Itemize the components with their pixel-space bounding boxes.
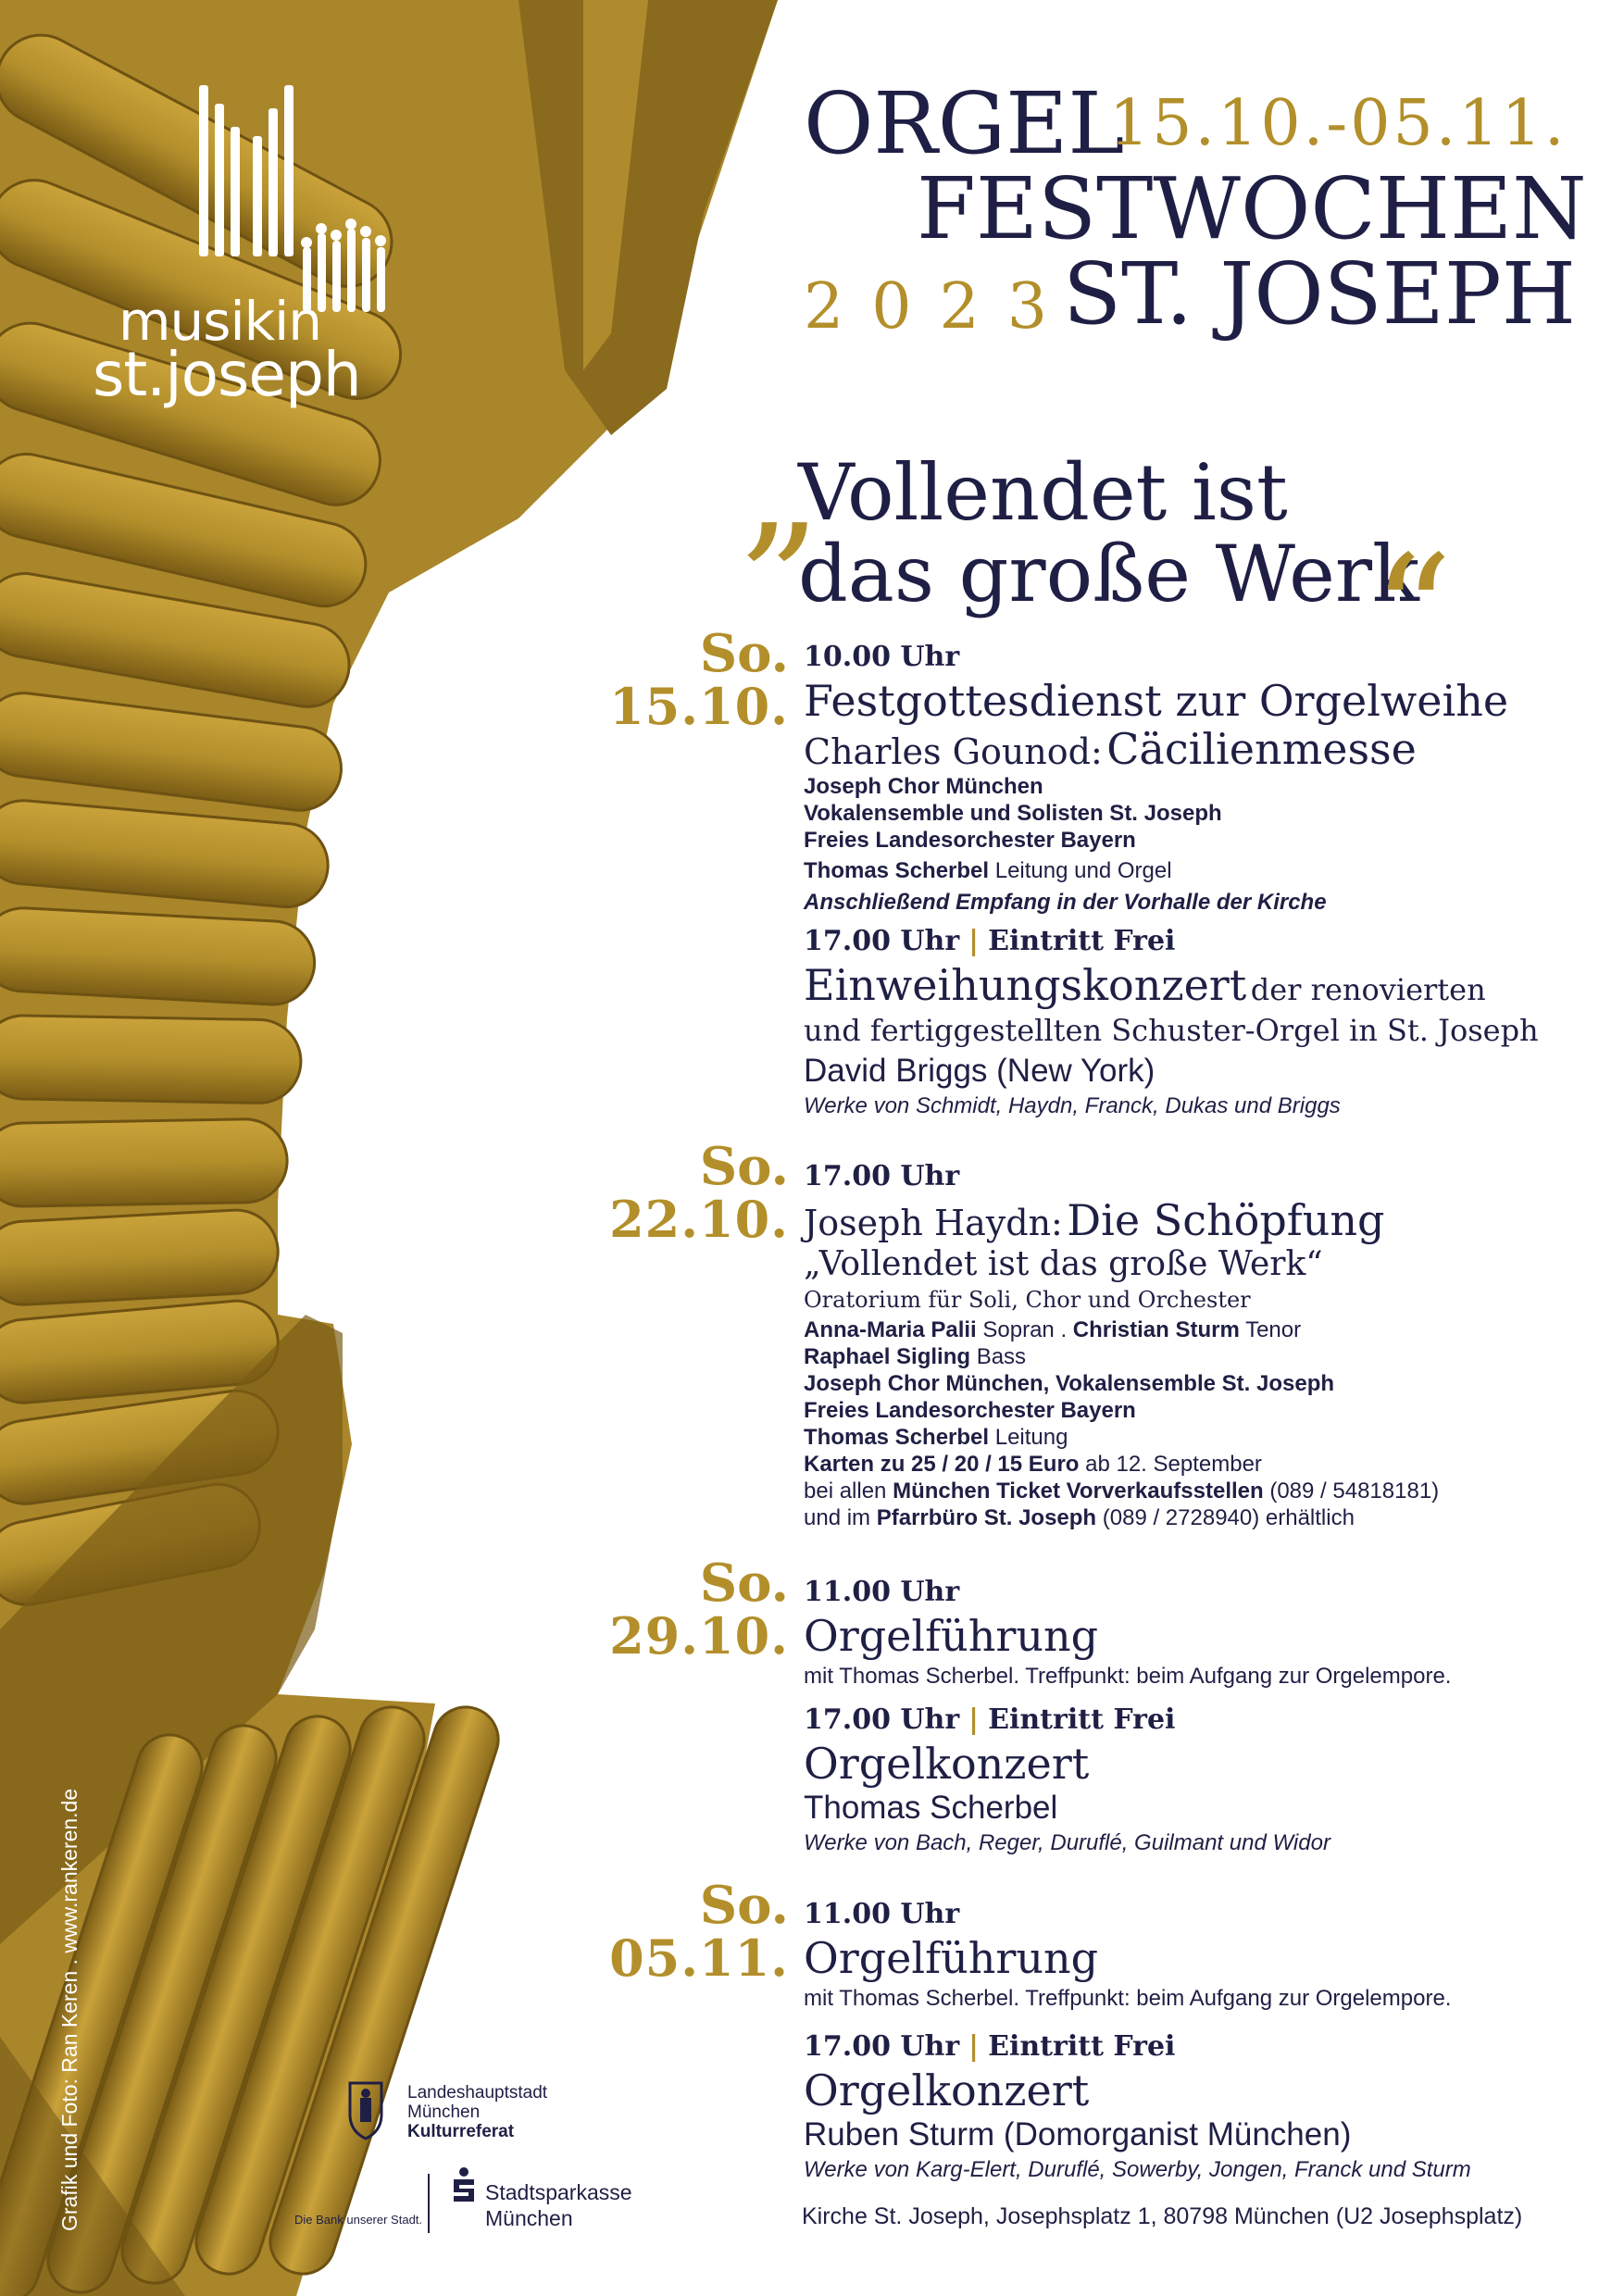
ticket-outlet: Pfarrbüro St. Joseph [876, 1505, 1097, 1530]
performer-role: Leitung und Orgel [994, 858, 1172, 883]
event-subtitle: und fertiggestellten Schuster-Orgel in St. Joseph [804, 1013, 1539, 1048]
day-date: 22.10. [609, 1190, 789, 1249]
event-time-row [804, 922, 1600, 961]
festival-date-range: 15.10.-05.11. [1109, 87, 1568, 160]
separator: | [968, 2030, 980, 2063]
performer-choir: Joseph Chor München, Vokalensemble St. Joseph [804, 1371, 1335, 1396]
event-performer: Thomas Scherbel [804, 1790, 1058, 1826]
event-work-line [804, 725, 1600, 773]
day-weekday: So. [699, 1136, 789, 1197]
event-works: Werke von Bach, Reger, Duruflé, Guilmant und Widor [804, 1830, 1330, 1855]
title-orgel: ORGEL [804, 74, 1125, 173]
event-work: Die Schöpfung [1067, 1195, 1385, 1245]
performer-conductor: Thomas Scherbel [804, 858, 990, 883]
ticket-info-text: und im [804, 1505, 871, 1530]
open-quote-mark: „ [741, 394, 823, 578]
sparkasse-logo-icon [450, 2166, 478, 2203]
soloist-soprano: Anna-Maria Palii [804, 1317, 977, 1342]
event-time-row [804, 1701, 1600, 1740]
soloist-bass: Raphael Sigling [804, 1344, 971, 1369]
title-st-joseph: ST. JOSEPH [1063, 244, 1576, 343]
venue-address: Kirche St. Joseph, Josephsplatz 1, 80798 München (U2 Josephsplatz) [802, 2203, 1523, 2229]
event-note: Anschließend Empfang in der Vorhalle der Kirche [804, 890, 1327, 915]
event-time: 10.00 Uhr [804, 641, 960, 673]
ticket-prices: Karten zu 25 / 20 / 15 Euro [804, 1452, 1080, 1477]
event-work-line [804, 1196, 1600, 1244]
day-marker-1 [0, 623, 789, 736]
event-die-schoepfung [804, 1157, 1600, 1531]
event-performer: Ruben Sturm (Domorganist München) [804, 2116, 1352, 2152]
sponsor-line: Kulturreferat [407, 2122, 515, 2141]
day-date: 05.11. [609, 1928, 789, 1988]
day-weekday: So. [699, 623, 789, 684]
event-admission: Eintritt Frei [988, 2030, 1176, 2063]
event-festgottesdienst [804, 638, 1600, 917]
logo-text-line2: st.joseph [93, 339, 361, 410]
event-einweihungskonzert [804, 922, 1600, 1121]
soloist-role: Tenor [1245, 1317, 1302, 1342]
soloist-tenor: Christian Sturm [1072, 1317, 1240, 1342]
soloist-role: Sopran . [982, 1317, 1068, 1342]
event-time: 17.00 Uhr [804, 2030, 960, 2063]
event-title: Orgelkonzert [804, 2065, 1090, 2115]
event-performer: David Briggs (New York) [804, 1053, 1156, 1089]
sponsor-stadtsparkasse [485, 2179, 632, 2231]
day-weekday: So. [699, 1553, 789, 1614]
day-weekday: So. [699, 1875, 789, 1936]
event-title: Festgottesdienst zur Orgelweihe [804, 676, 1509, 726]
event-title: Orgelführung [804, 1611, 1099, 1661]
event-time-row [804, 2028, 1600, 2066]
motto-line2: das große Werk [798, 529, 1419, 619]
event-description: Oratorium für Soli, Chor und Orchester [804, 1287, 1251, 1313]
day-date: 15.10. [609, 677, 789, 736]
event-title: Einweihungskonzert [804, 960, 1247, 1010]
photo-credit: Grafik und Foto: Ran Keren . www.rankeren.de [57, 1788, 81, 2231]
event-composer: Joseph Haydn: [804, 1203, 1063, 1243]
soloist-role: Bass [976, 1344, 1027, 1369]
ticket-info-text: bei allen [804, 1479, 887, 1504]
event-admission: Eintritt Frei [988, 1703, 1176, 1736]
event-time: 11.00 Uhr [804, 1576, 960, 1608]
sponsor-line: Landeshauptstadt [407, 2083, 548, 2103]
event-composer: Charles Gounod: [804, 731, 1103, 772]
performer-conductor: Thomas Scherbel [804, 1425, 990, 1450]
day-marker-2 [0, 1136, 789, 1249]
separator: | [968, 925, 980, 957]
event-subtitle: „Vollendet ist das große Werk“ [804, 1245, 1323, 1283]
sponsor-line: München [485, 2206, 573, 2230]
event-work: Cäcilienmesse [1106, 724, 1417, 774]
event-title-row [804, 961, 1600, 1010]
event-time: 11.00 Uhr [804, 1898, 960, 1930]
performer-ensemble: Vokalensemble und Solisten St. Joseph [804, 801, 1222, 826]
event-orgelkonzert-2 [804, 2028, 1600, 2185]
sponsor-line: München [407, 2103, 481, 2122]
day-date: 29.10. [609, 1606, 789, 1666]
event-title: Orgelführung [804, 1933, 1099, 1983]
ticket-outlet: München Ticket Vorverkaufsstellen [893, 1479, 1264, 1504]
event-title-rest: der renovierten [1250, 972, 1486, 1007]
performer-orchestra: Freies Landesorchester Bayern [804, 828, 1136, 853]
sponsor-line: Stadtsparkasse [485, 2180, 632, 2204]
event-admission: Eintritt Frei [988, 925, 1176, 957]
event-time: 17.00 Uhr [804, 925, 960, 957]
event-time: 17.00 Uhr [804, 1703, 960, 1736]
event-orgelfuehrung-1 [804, 1573, 1600, 1693]
event-works: Werke von Schmidt, Haydn, Franck, Dukas und Briggs [804, 1093, 1341, 1118]
event-orgelfuehrung-2 [804, 1895, 1600, 2015]
performer-orchestra: Freies Landesorchester Bayern [804, 1398, 1136, 1423]
event-works: Werke von Karg-Elert, Duruflé, Sowerby, Jongen, Franck und Sturm [804, 2157, 1471, 2182]
separator: | [968, 1703, 980, 1736]
ticket-phone: (089 / 2728940) erhältlich [1102, 1505, 1355, 1530]
sponsor-divider [428, 2174, 430, 2233]
performer-role: Leitung [994, 1425, 1068, 1450]
day-marker-4 [0, 1875, 789, 1988]
ticket-sale-start: ab 12. September [1085, 1452, 1262, 1477]
ticket-phone: (089 / 54818181) [1269, 1479, 1440, 1504]
sponsor-tagline: Die Bank unserer Stadt. [294, 2213, 423, 2227]
close-quote-mark: “ [1372, 522, 1453, 705]
event-orgelkonzert-1 [804, 1701, 1600, 1858]
day-marker-3 [0, 1553, 789, 1666]
motto-line1: Vollendet ist [798, 447, 1288, 538]
sponsor-kulturreferat [407, 2083, 547, 2141]
logo-text-line1: musikin [119, 290, 322, 353]
event-description: mit Thomas Scherbel. Treffpunkt: beim Aufgang zur Orgelempore. [804, 1664, 1452, 1689]
event-description: mit Thomas Scherbel. Treffpunkt: beim Aufgang zur Orgelempore. [804, 1986, 1452, 2011]
event-time: 17.00 Uhr [804, 1160, 960, 1192]
festival-year: 2023 [804, 270, 1076, 343]
title-festwochen: FESTWOCHEN [917, 159, 1587, 258]
event-title: Orgelkonzert [804, 1739, 1090, 1789]
performer-choir: Joseph Chor München [804, 774, 1043, 799]
